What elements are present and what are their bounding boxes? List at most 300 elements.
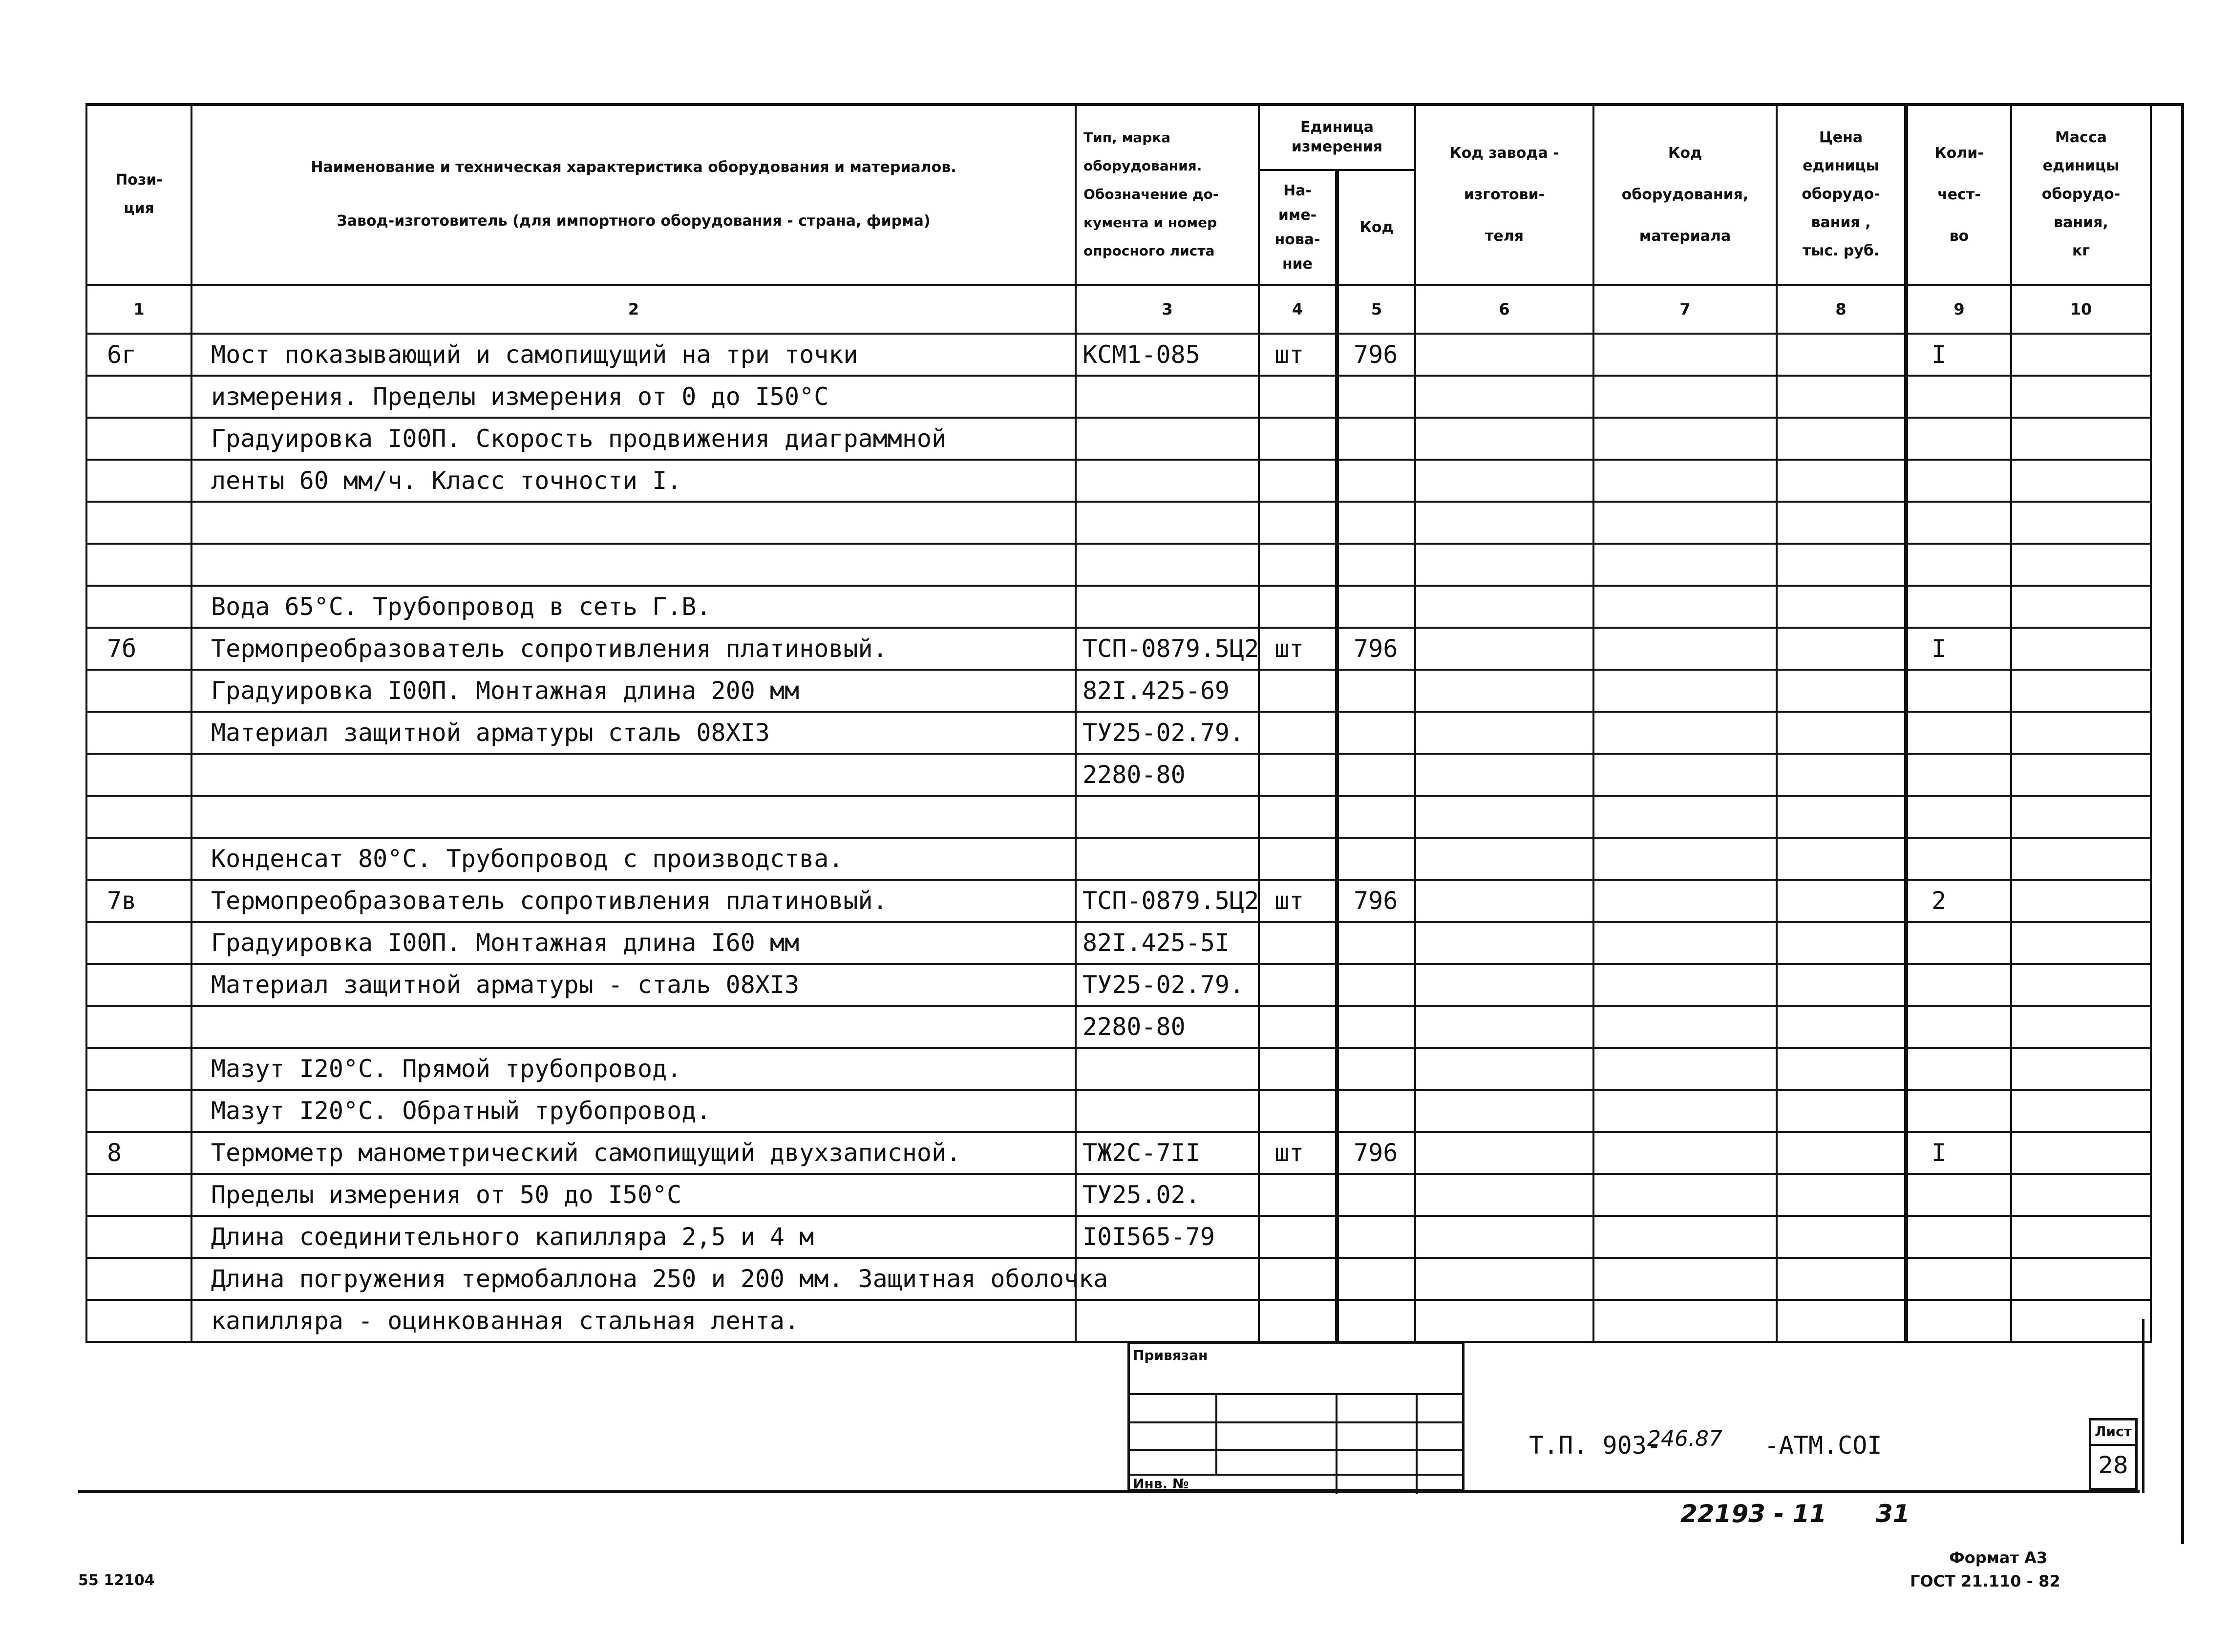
table-cell: [1337, 670, 1415, 712]
table-cell: [86, 838, 191, 880]
table-cell: [1777, 796, 1906, 838]
table-cell: [1777, 1132, 1906, 1174]
table-cell: [1906, 964, 2011, 1006]
header-unit-name-line: име-: [1278, 206, 1317, 224]
table-cell: [2011, 544, 2151, 586]
table-cell: [1259, 1048, 1337, 1090]
table-cell: [1593, 1090, 1777, 1132]
table-row: [86, 670, 2151, 712]
table-cell: [1777, 712, 1906, 754]
table-cell: [1076, 586, 1259, 628]
table-cell: [1906, 670, 2011, 712]
table-cell: [1415, 964, 1593, 1006]
sheet-label: Лист: [2091, 1420, 2135, 1446]
table-cell: [1415, 1174, 1593, 1216]
header-name-line: Завод-изготовитель (для импортного оборудования - страна, фирма): [337, 212, 931, 230]
table-cell: [1777, 376, 1906, 418]
header-equipment-code: [1593, 104, 1777, 285]
table-cell: [2011, 838, 2151, 880]
table-cell: [1906, 1090, 2011, 1132]
table-cell: [1415, 922, 1593, 964]
stamp-inventory-label: Инв. №: [1133, 1476, 1189, 1492]
header-equipment-code-line: Код: [1668, 144, 1702, 162]
table-cell: шт: [1259, 334, 1337, 376]
table-cell: [1415, 376, 1593, 418]
table-cell: [86, 796, 191, 838]
table-cell: Градуировка I00П. Скорость продвижения диаграммной: [191, 418, 1076, 460]
table-cell: [1777, 1174, 1906, 1216]
table-row: [86, 544, 2151, 586]
table-cell: [1777, 838, 1906, 880]
table-cell: ТСП-0879.5Ц2: [1076, 628, 1259, 670]
handwritten-page: 31: [1876, 1500, 1910, 1528]
column-number-cell: 9: [1906, 285, 2011, 334]
header-price-line: единицы: [1803, 157, 1879, 174]
table-cell: [86, 712, 191, 754]
table-cell: [2011, 502, 2151, 544]
table-cell: [1259, 586, 1337, 628]
table-cell: [1593, 1300, 1777, 1342]
table-cell: [86, 1300, 191, 1342]
table-cell: [1777, 1090, 1906, 1132]
table-cell: [1906, 712, 2011, 754]
table-cell: Вода 65°С. Трубопровод в сеть Г.В.: [191, 586, 1076, 628]
table-cell: [1337, 712, 1415, 754]
header-unit-group-line: измерения: [1291, 138, 1383, 155]
table-cell: I: [1906, 628, 2011, 670]
column-number-cell: 1: [86, 285, 191, 334]
table-cell: [1415, 754, 1593, 796]
table-cell: [1906, 376, 2011, 418]
table-cell: [1076, 376, 1259, 418]
table-cell: [1906, 1006, 2011, 1048]
table-cell: [1415, 670, 1593, 712]
table-cell: ленты 60 мм/ч. Класс точности I.: [191, 460, 1076, 502]
header-unit-name-line: На-: [1283, 182, 1312, 199]
table-cell: 796: [1337, 334, 1415, 376]
table-cell: [1259, 838, 1337, 880]
table-cell: [1337, 1174, 1415, 1216]
header-type-line: Обозначение до-: [1083, 186, 1219, 202]
header-type-line: опросного листа: [1083, 243, 1215, 259]
table-cell: ТУ25-02.79.: [1076, 964, 1259, 1006]
table-cell: [2011, 1048, 2151, 1090]
table-cell: [1777, 1048, 1906, 1090]
table-row: [86, 964, 2151, 1006]
table-cell: шт: [1259, 1132, 1337, 1174]
header-factory-code: [1415, 104, 1593, 285]
table-cell: [1593, 376, 1777, 418]
table-cell: [1593, 1006, 1777, 1048]
table-cell: [1337, 754, 1415, 796]
header-price-line: Цена: [1819, 129, 1863, 146]
table-cell: [1259, 964, 1337, 1006]
printer-code: 55 12104: [78, 1572, 155, 1589]
table-cell: 82I.425-69: [1076, 670, 1259, 712]
table-row: [86, 1006, 2151, 1048]
table-cell: [1777, 418, 1906, 460]
table-row: [86, 880, 2151, 922]
table-cell: [1906, 418, 2011, 460]
table-cell: Термопреобразователь сопротивления платиновый.: [191, 628, 1076, 670]
table-cell: [1906, 544, 2011, 586]
table-cell: [2011, 880, 2151, 922]
column-number-cell: 3: [1076, 285, 1259, 334]
table-cell: 7б: [86, 628, 191, 670]
column-number-cell: 5: [1337, 285, 1415, 334]
table-cell: [1076, 418, 1259, 460]
table-cell: Материал защитной арматуры сталь 08ХI3: [191, 712, 1076, 754]
table-cell: [86, 1174, 191, 1216]
header-position: [86, 104, 191, 285]
table-cell: [1337, 544, 1415, 586]
column-number-cell: 7: [1593, 285, 1777, 334]
header-unit-code: Код: [1337, 170, 1415, 285]
table-cell: [1337, 502, 1415, 544]
table-cell: [2011, 376, 2151, 418]
table-cell: [1337, 838, 1415, 880]
table-cell: [1259, 712, 1337, 754]
table-cell: [1777, 460, 1906, 502]
table-cell: [1593, 712, 1777, 754]
table-cell: [1337, 1006, 1415, 1048]
table-cell: [1415, 880, 1593, 922]
table-cell: [1415, 586, 1593, 628]
table-row: [86, 628, 2151, 670]
header-factory-code-line: Код завода -: [1449, 144, 1559, 162]
table-cell: [1415, 838, 1593, 880]
table-cell: [1076, 544, 1259, 586]
table-cell: КСМ1-085: [1076, 334, 1259, 376]
table-cell: [1906, 796, 2011, 838]
header-mass-line: оборудо-: [2041, 186, 2121, 203]
table-cell: [1593, 670, 1777, 712]
table-cell: [1777, 1258, 1906, 1300]
table-cell: [1259, 922, 1337, 964]
table-cell: [2011, 1006, 2151, 1048]
table-cell: [1337, 418, 1415, 460]
table-cell: [2011, 1090, 2151, 1132]
header-factory-code-line: теля: [1485, 227, 1524, 245]
table-cell: [1777, 670, 1906, 712]
table-cell: 796: [1337, 1132, 1415, 1174]
table-cell: [86, 1006, 191, 1048]
table-cell: [1906, 1048, 2011, 1090]
table-cell: [1906, 1174, 2011, 1216]
column-number-cell: 4: [1259, 285, 1337, 334]
table-cell: шт: [1259, 880, 1337, 922]
table-row: [86, 754, 2151, 796]
table-cell: 7в: [86, 880, 191, 922]
table-cell: [191, 796, 1076, 838]
table-cell: [1906, 586, 2011, 628]
column-number-row: [86, 285, 2151, 334]
table-cell: [1415, 796, 1593, 838]
table-cell: Термометр манометрический самопищущий двухзаписной.: [191, 1132, 1076, 1174]
table-cell: [86, 1258, 191, 1300]
table-cell: [1259, 1216, 1337, 1258]
header-price-line: оборудо-: [1802, 186, 1880, 203]
header-mass-line: единицы: [2042, 157, 2120, 174]
table-cell: [191, 544, 1076, 586]
header-unit-name-line: ние: [1282, 255, 1313, 273]
header-quantity-line: во: [1949, 227, 1969, 245]
table-cell: I: [1906, 1132, 2011, 1174]
table-cell: [1777, 1216, 1906, 1258]
header-quantity-line: Коли-: [1934, 144, 1984, 162]
table-cell: [1906, 1216, 2011, 1258]
table-cell: [1415, 334, 1593, 376]
table-row: [86, 586, 2151, 628]
table-cell: [1593, 544, 1777, 586]
table-cell: [1777, 544, 1906, 586]
table-cell: Мост показывающий и самопищущий на три точки: [191, 334, 1076, 376]
table-cell: ТУ25.02.: [1076, 1174, 1259, 1216]
header-name-line: Наименование и техническая характеристика оборудования и материалов.: [311, 159, 956, 176]
header-factory-code-line: изготови-: [1464, 186, 1545, 203]
table-cell: [1593, 1048, 1777, 1090]
table-cell: [1076, 502, 1259, 544]
table-cell: [1337, 460, 1415, 502]
table-cell: [1415, 1216, 1593, 1258]
table-cell: [1593, 334, 1777, 376]
table-cell: [1777, 754, 1906, 796]
table-cell: [2011, 712, 2151, 754]
document-code: Т.П. 903- -АТМ.СОI: [1529, 1431, 1882, 1460]
table-cell: [1259, 754, 1337, 796]
table-row: [86, 334, 2151, 376]
table-cell: [1777, 502, 1906, 544]
table-cell: [1593, 964, 1777, 1006]
table-cell: [86, 502, 191, 544]
table-cell: [1777, 628, 1906, 670]
table-cell: [1906, 754, 2011, 796]
table-cell: [1906, 1258, 2011, 1300]
table-cell: [1337, 1300, 1415, 1342]
table-cell: [1593, 880, 1777, 922]
table-row: [86, 1048, 2151, 1090]
table-cell: [1415, 1300, 1593, 1342]
table-cell: [1259, 796, 1337, 838]
table-cell: Пределы измерения от 50 до I50°С: [191, 1174, 1076, 1216]
table-cell: I: [1906, 334, 2011, 376]
table-cell: [1337, 922, 1415, 964]
table-cell: [1076, 1300, 1259, 1342]
table-cell: [1777, 964, 1906, 1006]
table-cell: Градуировка I00П. Монтажная длина 200 мм: [191, 670, 1076, 712]
table-row: [86, 796, 2151, 838]
table-cell: [86, 544, 191, 586]
header-equipment-code-line: оборудования,: [1621, 186, 1749, 203]
table-cell: [1415, 1090, 1593, 1132]
table-cell: 6г: [86, 334, 191, 376]
table-cell: шт: [1259, 628, 1337, 670]
table-cell: [1259, 1090, 1337, 1132]
table-cell: [2011, 1132, 2151, 1174]
table-cell: Конденсат 80°С. Трубопровод с производства.: [191, 838, 1076, 880]
table-cell: 796: [1337, 628, 1415, 670]
table-cell: [1593, 1216, 1777, 1258]
table-cell: I0I565-79: [1076, 1216, 1259, 1258]
header-type: [1076, 104, 1259, 285]
table-row: [86, 1132, 2151, 1174]
table-row: [86, 502, 2151, 544]
standard-label: ГОСТ 21.110 - 82: [1910, 1572, 2060, 1590]
table-cell: [1906, 460, 2011, 502]
table-cell: [86, 376, 191, 418]
header-name: [191, 104, 1076, 285]
table-cell: [2011, 334, 2151, 376]
table-cell: [1076, 460, 1259, 502]
table-cell: Материал защитной арматуры - сталь 08ХI3: [191, 964, 1076, 1006]
table-cell: [1259, 1006, 1337, 1048]
table-cell: [1337, 1090, 1415, 1132]
table-cell: [2011, 418, 2151, 460]
table-cell: 2280-80: [1076, 754, 1259, 796]
table-cell: [1593, 1132, 1777, 1174]
table-cell: [1593, 586, 1777, 628]
table-cell: 2280-80: [1076, 1006, 1259, 1048]
table-row: [86, 1090, 2151, 1132]
table-cell: [1415, 460, 1593, 502]
handwritten-number: 22193 - 11: [1680, 1500, 1827, 1528]
table-cell: [1337, 1048, 1415, 1090]
stamp-attached-label: Привязан: [1133, 1347, 1208, 1363]
table-cell: Градуировка I00П. Монтажная длина I60 мм: [191, 922, 1076, 964]
table-cell: [1415, 502, 1593, 544]
table-cell: [86, 460, 191, 502]
table-cell: [1337, 1258, 1415, 1300]
header-mass-line: вания,: [2054, 214, 2108, 231]
table-cell: [2011, 754, 2151, 796]
table-cell: [1415, 1132, 1593, 1174]
table-row: [86, 838, 2151, 880]
table-cell: [1593, 628, 1777, 670]
header-quantity-line: чест-: [1937, 186, 1981, 203]
table-cell: Мазут I20°С. Прямой трубопровод.: [191, 1048, 1076, 1090]
table-cell: [2011, 922, 2151, 964]
table-cell: [1777, 334, 1906, 376]
table-cell: [1593, 1174, 1777, 1216]
table-cell: [1593, 754, 1777, 796]
table-cell: капилляра - оцинкованная стальная лента.: [191, 1300, 1076, 1342]
table-cell: [191, 502, 1076, 544]
table-cell: [1777, 1300, 1906, 1342]
table-cell: [86, 586, 191, 628]
table-cell: [1259, 670, 1337, 712]
table-row: [86, 712, 2151, 754]
table-cell: [1259, 418, 1337, 460]
header-quantity: [1906, 104, 2011, 285]
table-cell: [1593, 922, 1777, 964]
table-cell: 82I.425-5I: [1076, 922, 1259, 964]
table-cell: [1415, 418, 1593, 460]
table-cell: Длина соединительного капилляра 2,5 и 4 м: [191, 1216, 1076, 1258]
table-cell: [2011, 460, 2151, 502]
table-cell: [1593, 796, 1777, 838]
table-cell: [1259, 376, 1337, 418]
table-cell: 796: [1337, 880, 1415, 922]
table-cell: [1777, 922, 1906, 964]
table-cell: [1593, 1258, 1777, 1300]
header-mass: [2011, 104, 2151, 285]
table-cell: [1906, 922, 2011, 964]
table-cell: [1415, 1006, 1593, 1048]
table-cell: [1415, 544, 1593, 586]
table-cell: [1076, 838, 1259, 880]
table-cell: [1337, 586, 1415, 628]
table-cell: [1777, 586, 1906, 628]
table-cell: [1259, 1258, 1337, 1300]
table-cell: [2011, 1174, 2151, 1216]
table-cell: [1259, 460, 1337, 502]
column-number-cell: 10: [2011, 285, 2151, 334]
table-cell: [1415, 628, 1593, 670]
table-cell: [86, 922, 191, 964]
table-cell: [2011, 964, 2151, 1006]
header-unit-group-line: Единица: [1300, 118, 1374, 136]
table-cell: [1076, 1048, 1259, 1090]
table-bottom-line: [78, 1490, 2140, 1493]
table-cell: [86, 670, 191, 712]
title-block-right-border: [2142, 1319, 2144, 1493]
table-cell: [2011, 1258, 2151, 1300]
column-number-cell: 2: [191, 285, 1076, 334]
table-cell: [86, 418, 191, 460]
table-cell: [1259, 544, 1337, 586]
table-cell: 2: [1906, 880, 2011, 922]
table-cell: [2011, 796, 2151, 838]
header-price: [1777, 104, 1906, 285]
table-row: [86, 1216, 2151, 1258]
table-row: [86, 460, 2151, 502]
document-code-handwritten: 246.87: [1647, 1426, 1722, 1451]
table-cell: [2011, 1300, 2151, 1342]
header-mass-line: Масса: [2055, 129, 2107, 146]
specification-table: [85, 103, 2152, 1343]
table-cell: [1593, 418, 1777, 460]
format-label: Формат А3: [1949, 1548, 2048, 1567]
table-cell: [86, 754, 191, 796]
table-cell: [1906, 502, 2011, 544]
table-cell: [191, 754, 1076, 796]
table-cell: [1259, 502, 1337, 544]
table-cell: [2011, 670, 2151, 712]
table-cell: [86, 1048, 191, 1090]
header-type-line: оборудования.: [1083, 158, 1202, 174]
table-cell: [2011, 628, 2151, 670]
table-cell: Мазут I20°С. Обратный трубопровод.: [191, 1090, 1076, 1132]
table-cell: ТУ25-02.79.: [1076, 712, 1259, 754]
table-cell: [1259, 1174, 1337, 1216]
table-cell: [1593, 838, 1777, 880]
table-row: [86, 1174, 2151, 1216]
table-cell: Термопреобразователь сопротивления платиновый.: [191, 880, 1076, 922]
table-row: [86, 922, 2151, 964]
table-cell: 8: [86, 1132, 191, 1174]
header-type-line: Тип, марка: [1083, 129, 1171, 146]
table-cell: [1777, 1006, 1906, 1048]
table-cell: [86, 1216, 191, 1258]
table-cell: [1337, 376, 1415, 418]
table-row: [86, 1258, 2151, 1300]
table-cell: Длина погружения термобаллона 250 и 200 мм. Защитная оболочка: [191, 1258, 1076, 1300]
attachment-stamp: [1127, 1342, 1465, 1491]
column-number-cell: 8: [1777, 285, 1906, 334]
table-cell: ТЖ2С-7II: [1076, 1132, 1259, 1174]
table-cell: [191, 1006, 1076, 1048]
table-row: [86, 418, 2151, 460]
